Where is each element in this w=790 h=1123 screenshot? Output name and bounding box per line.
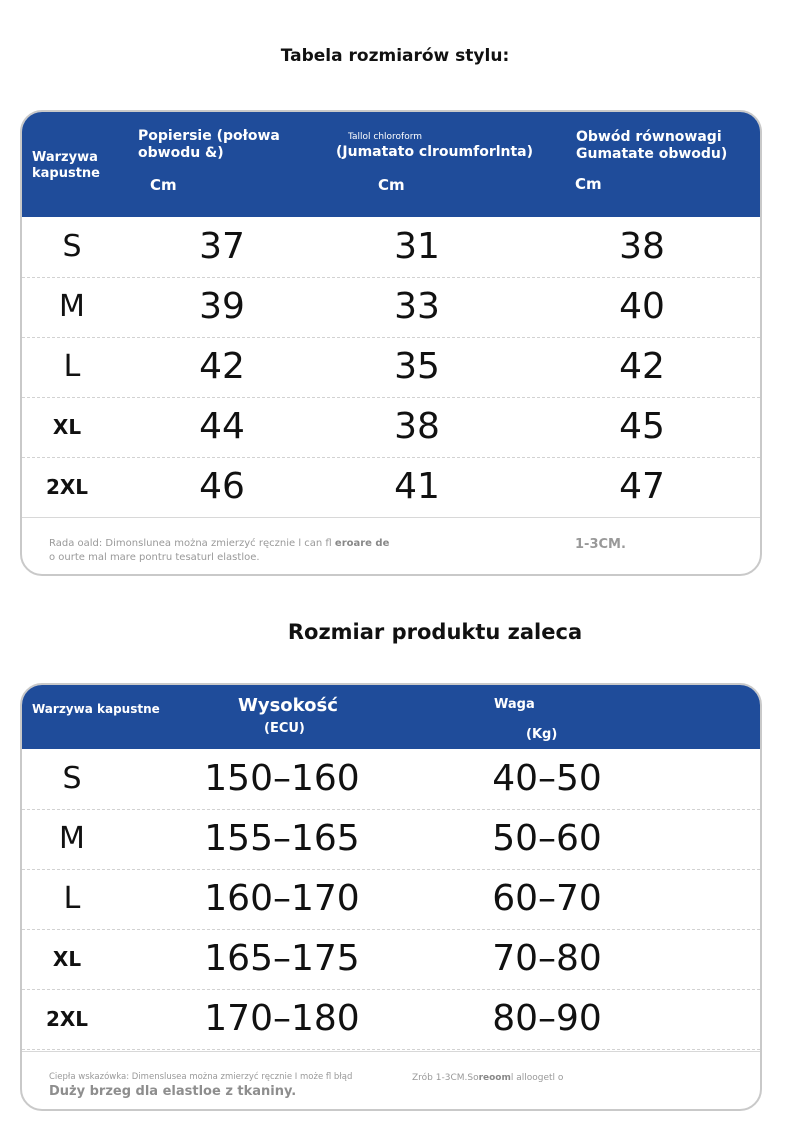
table-row — [22, 217, 760, 278]
height-cell: 155–165 — [204, 818, 360, 859]
table-row — [22, 337, 760, 398]
size-cell: L — [63, 349, 81, 384]
weight-cell: 50–60 — [492, 818, 602, 859]
hip-cell: 47 — [619, 466, 665, 507]
size-cell: L — [63, 881, 81, 916]
measurement-tip-text-2: o ourte mal mare pontru tesaturl elastloe. — [49, 551, 260, 563]
hip-cell: 42 — [619, 346, 665, 387]
measurement-tolerance: 1-3CM. — [575, 537, 626, 552]
recommendation-tolerance-text: Zrób 1-3CM.So — [412, 1073, 479, 1083]
weight-cell: 60–70 — [492, 878, 602, 919]
size-cell: 2XL — [45, 475, 89, 499]
header-height-label: Wysokość — [238, 695, 338, 716]
table-row — [22, 869, 760, 930]
header-waist-label: (Jumatato clroumforlnta) — [336, 144, 534, 160]
bust-cell: 44 — [199, 406, 245, 447]
waist-cell: 31 — [394, 226, 440, 267]
size-chart-header — [22, 112, 760, 217]
table-row — [22, 989, 760, 1050]
measurement-tip-bold: eroare de — [334, 538, 390, 549]
bust-cell: 46 — [199, 466, 245, 507]
header-waist-unit: Cm — [378, 176, 405, 194]
header-size-label: Warzywa kapustne — [32, 150, 101, 181]
height-cell: 165–175 — [204, 938, 360, 979]
header-hip-label: Obwód równowagi Gumatate obwodu) — [576, 129, 728, 162]
size-cell: M — [59, 821, 85, 856]
size-cell: S — [62, 229, 82, 264]
recommendation-tolerance-bold: reoom — [478, 1073, 511, 1083]
header-size-label: Warzywa kapustne — [32, 702, 160, 716]
waist-cell: 35 — [394, 346, 440, 387]
recommendation-tolerance — [412, 1072, 563, 1084]
weight-cell: 80–90 — [492, 998, 602, 1039]
waist-cell: 33 — [394, 286, 440, 327]
size-cell: S — [62, 761, 82, 796]
size-chart-title: Tabela rozmiarów stylu: — [280, 46, 510, 66]
header-bust-unit: Cm — [150, 176, 177, 194]
table-row — [22, 457, 760, 518]
hip-cell: 38 — [619, 226, 665, 267]
recommendation-tip-line2: Duży brzeg dla elastloe z tkaniny. — [49, 1084, 297, 1099]
divider — [22, 517, 760, 518]
header-weight-unit: (Kg) — [526, 727, 558, 742]
table-row — [22, 929, 760, 990]
bust-cell: 39 — [199, 286, 245, 327]
height-cell: 150–160 — [204, 758, 360, 799]
weight-cell: 40–50 — [492, 758, 602, 799]
recommendation-header — [22, 685, 760, 749]
measurement-tip-text: Rada oald: Dimonslunea można zmierzyć ręcznie l can fl — [49, 538, 332, 549]
divider — [22, 1051, 760, 1052]
recommendation-tolerance-end: l alloogetl o — [510, 1073, 564, 1083]
measurement-tip — [49, 537, 389, 564]
size-cell: XL — [52, 415, 82, 439]
hip-cell: 45 — [619, 406, 665, 447]
recommendation-tip-text: Ciepła wskazówka: Dimenslusea można zmierzyć ręcznie I może fl błąd — [49, 1072, 353, 1082]
bust-cell: 37 — [199, 226, 245, 267]
table-row — [22, 277, 760, 338]
header-bust-label: Popiersie (połowa obwodu &) — [138, 128, 280, 161]
recommendation-table — [20, 683, 762, 1111]
table-row — [22, 809, 760, 870]
recommendation-tip — [49, 1072, 352, 1083]
size-cell: 2XL — [45, 1007, 89, 1031]
table-row — [22, 397, 760, 458]
size-chart-table — [20, 110, 762, 576]
header-weight-label: Waga — [494, 697, 535, 712]
recommendation-title: Rozmiar produktu zaleca — [287, 620, 583, 644]
waist-cell: 38 — [394, 406, 440, 447]
bust-cell: 42 — [199, 346, 245, 387]
waist-cell: 41 — [394, 466, 440, 507]
height-cell: 170–180 — [204, 998, 360, 1039]
hip-cell: 40 — [619, 286, 665, 327]
height-cell: 160–170 — [204, 878, 360, 919]
header-hip-unit: Cm — [575, 175, 602, 193]
weight-cell: 70–80 — [492, 938, 602, 979]
size-cell: M — [59, 289, 85, 324]
size-cell: XL — [52, 947, 82, 971]
header-waist-small-label: Tallol chloroform — [348, 132, 423, 142]
header-height-unit: (ECU) — [264, 721, 305, 736]
table-row — [22, 749, 760, 810]
